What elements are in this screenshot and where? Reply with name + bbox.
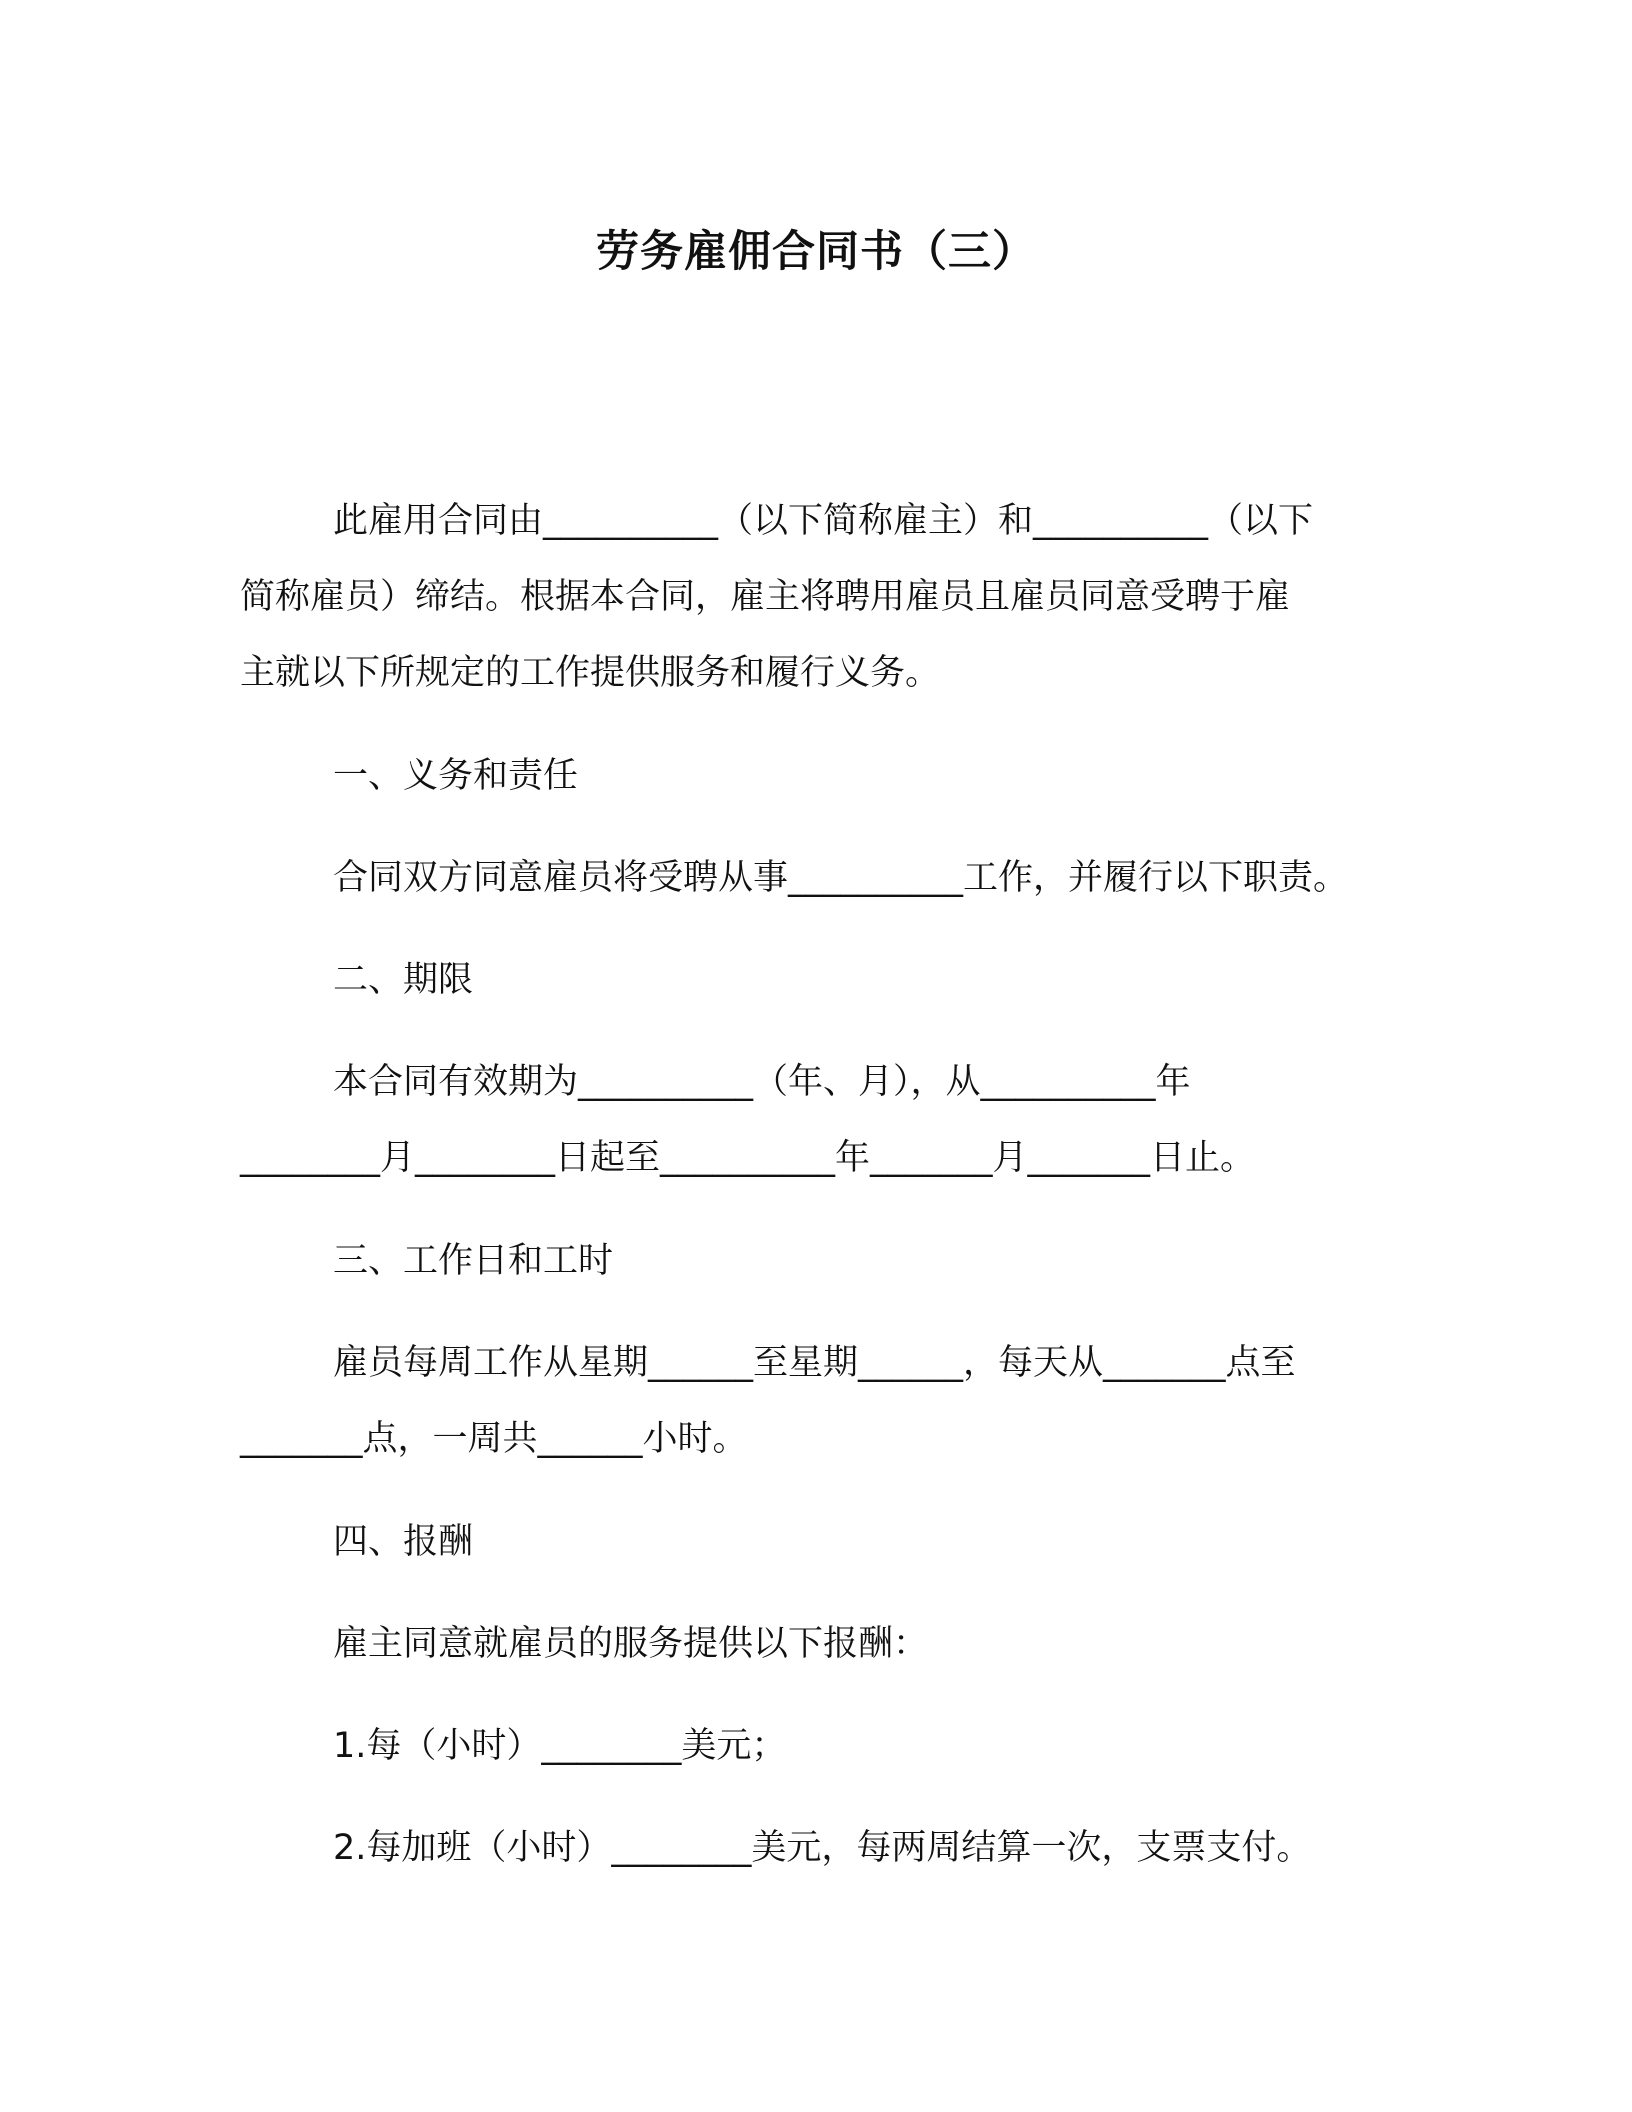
- term-line-2: ________月________日起至__________年_______月_______日止。: [240, 1138, 1256, 1178]
- section-heading-3: 三、工作日和工时: [333, 1241, 614, 1281]
- duties-paragraph: 合同双方同意雇员将受聘从事__________工作，并履行以下职责。: [333, 858, 1349, 898]
- document-title: 劳务雇佣合同书（三）: [596, 227, 1036, 277]
- term-line-1: 本合同有效期为__________（年、月），从__________年: [333, 1062, 1191, 1102]
- intro-line-2: 简称雇员）缔结。根据本合同，雇主将聘用雇员且雇员同意受聘于雇: [240, 577, 1291, 617]
- pay-intro: 雇主同意就雇员的服务提供以下报酬：: [333, 1624, 929, 1664]
- pay-item-2: 2.每加班（小时）________美元，每两周结算一次，支票支付。: [333, 1828, 1312, 1868]
- intro-line-1: 此雇用合同由__________（以下简称雇主）和__________（以下: [333, 501, 1314, 541]
- hours-line-2: _______点，一周共______小时。: [240, 1419, 748, 1459]
- section-heading-1: 一、义务和责任: [333, 756, 579, 796]
- pay-item-1: 1.每（小时）________美元；: [333, 1726, 787, 1766]
- intro-line-3: 主就以下所规定的工作提供服务和履行义务。: [240, 653, 941, 693]
- hours-line-1: 雇员每周工作从星期______至星期______，每天从_______点至: [333, 1343, 1296, 1383]
- section-heading-4: 四、报酬: [333, 1522, 474, 1562]
- section-heading-2: 二、期限: [333, 960, 474, 1000]
